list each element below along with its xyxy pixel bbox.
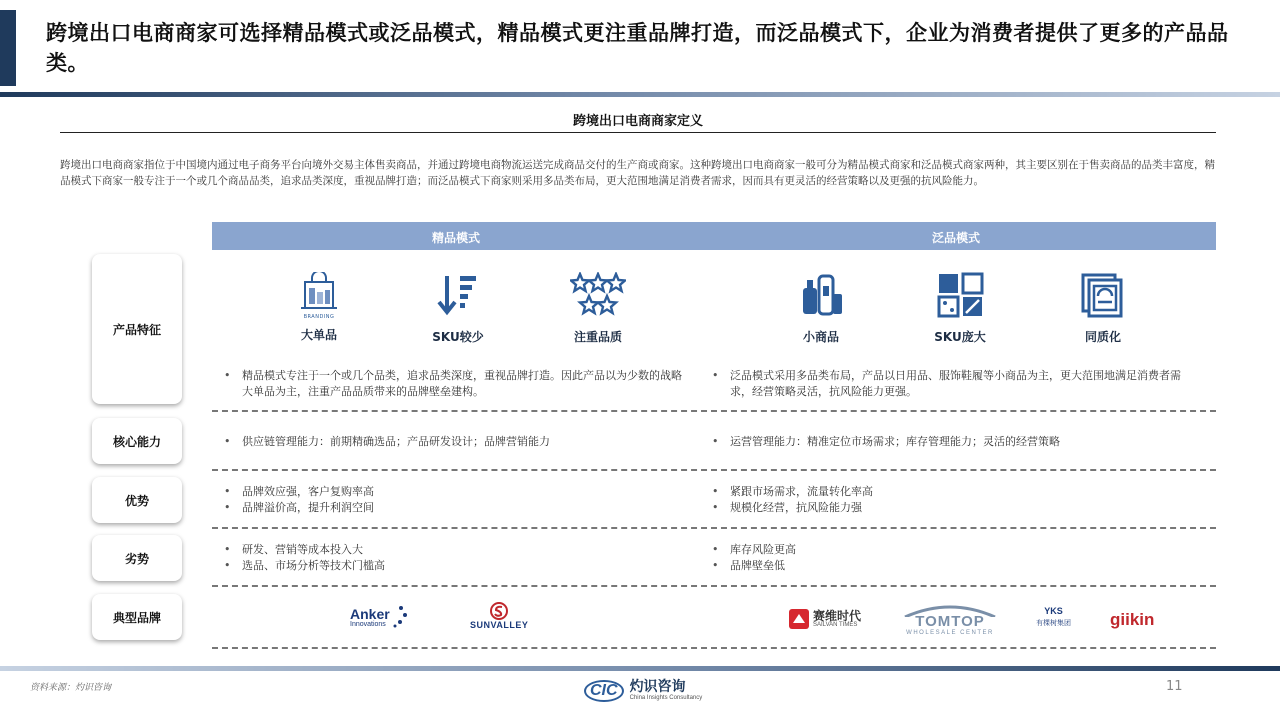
sort-descending-icon	[434, 272, 482, 318]
list-item: • 品牌壁垒低	[712, 559, 785, 572]
grid-blocks-icon	[936, 272, 984, 318]
advantages-general	[712, 484, 1202, 516]
feature-label: SKU庞大	[934, 330, 986, 344]
title-accent-bar	[0, 10, 16, 86]
bullet-icon: •	[224, 435, 231, 448]
list-item: • 研发、营销等成本投入大	[224, 543, 363, 556]
feature-quality	[538, 272, 658, 345]
section-title: 跨境出口电商商家定义	[572, 114, 703, 129]
advantages-boutique	[224, 484, 684, 516]
list-item: • 品牌效应强，客户复购率高	[224, 485, 374, 498]
bullet-icon: •	[712, 559, 719, 572]
section-divider	[60, 132, 1216, 133]
bullet-icon: •	[712, 501, 719, 514]
feature-few-sku	[398, 272, 518, 345]
source-note: 资料来源：灼识咨询	[30, 683, 112, 693]
feature-label: 注重品质	[573, 330, 622, 344]
duplicate-icon	[1079, 272, 1127, 318]
features-text: 泛品模式采用多品类布局，产品以日用品、服饰鞋履等小商品为主，更大范围地满足消费者需求，经营策略灵活，抗风险能力更强。	[730, 369, 1181, 398]
disadvantages-boutique	[224, 542, 684, 574]
shopping-bag-icon	[295, 272, 343, 318]
features-text-boutique	[224, 368, 684, 400]
disadvantages-general	[712, 542, 1202, 574]
list-item: • 库存风险更高	[712, 543, 796, 556]
bullet-icon: •	[224, 501, 231, 514]
core-boutique	[224, 434, 684, 450]
feature-small-goods	[761, 272, 881, 345]
page-title: 跨境出口电商商家可选择精品模式或泛品模式，精品模式更注重品牌打造，而泛品模式下，企业为消费者提供了更多的产品品类。	[46, 21, 1229, 75]
feature-label: 大单品	[300, 328, 337, 342]
feature-homogeneous	[1043, 272, 1163, 345]
stars-icon	[570, 272, 626, 318]
bullet-icon: •	[224, 485, 231, 498]
tomtop-logo: TOMTOP WHOLESALE CENTER	[901, 603, 999, 636]
column-header-general: 泛品模式	[932, 231, 981, 245]
list-item: • 选品、市场分析等技术门槛高	[224, 559, 385, 572]
row-divider	[212, 527, 1216, 529]
column-header-bar	[212, 222, 1216, 250]
list-item: • 紧跟市场需求，流量转化率高	[712, 485, 873, 498]
bullet-icon: •	[712, 435, 719, 448]
cic-logo: CIC 灼识咨询 China Insights Consultancy	[584, 680, 702, 702]
features-text-general	[712, 368, 1202, 400]
sailvan-logo: 赛维时代 SAILVAN TIMES	[788, 608, 861, 630]
branding-caption: BRANDING	[303, 314, 335, 320]
small-goods-icon	[797, 272, 845, 318]
bullet-icon: •	[224, 543, 231, 556]
feature-label: 小商品	[802, 330, 839, 344]
footer-divider	[0, 666, 1280, 671]
list-item: • 规模化经营，抗风险能力强	[712, 501, 862, 514]
feature-label: 同质化	[1084, 330, 1121, 344]
row-divider	[212, 647, 1216, 649]
giikin-logo: giikin	[1110, 610, 1155, 629]
bullet-icon: •	[224, 559, 231, 572]
sunvalley-emblem-icon	[488, 602, 510, 620]
anker-dots-icon	[392, 604, 408, 630]
row-label-disadvantages: 劣势	[92, 535, 182, 581]
row-label-advantages: 优势	[92, 477, 182, 523]
sailvan-emblem-icon	[788, 608, 810, 630]
column-header-boutique: 精品模式	[432, 231, 481, 245]
feature-large-sku	[900, 272, 1020, 345]
page-number: 11	[1166, 679, 1183, 694]
bullet-icon: •	[712, 369, 719, 382]
row-divider	[212, 410, 1216, 412]
feature-label: SKU较少	[432, 330, 484, 344]
features-text: 精品模式专注于一个或几个品类，追求品类深度，重视品牌打造。因此产品以为少数的战略大单品为主，注重产品品质带来的品牌壁垒建构。	[242, 369, 682, 398]
list-item: • 品牌溢价高，提升利润空间	[224, 501, 374, 514]
anker-logo: Anker Innovations	[350, 604, 408, 630]
bullet-icon: •	[224, 369, 231, 382]
header-divider	[0, 92, 1280, 97]
row-divider	[212, 469, 1216, 471]
row-label-brands: 典型品牌	[92, 594, 182, 640]
core-general	[712, 434, 1202, 450]
intro-paragraph: 跨境出口电商商家指位于中国境内通过电子商务平台向境外交易主体售卖商品，并通过跨境电商物流运送完成商品交付的生产商或商家。这种跨境出口电商商家一般可分为精品模式商家和泛品模式商家两种，其主要区别在于售卖商品的品类丰富度，精品模式下商家一般专注于一个或几个商品品类，追求品类深度，重视品牌打造；而泛品模式下商家则采用多品类布局，更大范围地满足消费者需求，因而具有更灵活的经营策略以及更强的抗风险能力。	[60, 159, 1215, 187]
bullet-icon: •	[712, 543, 719, 556]
sunvalley-logo: SUNVALLEY	[470, 602, 528, 630]
yks-logo: YKS 有棵树集团	[1036, 606, 1071, 627]
feature-big-single-product	[259, 272, 379, 343]
core-text: 供应链管理能力：前期精确选品；产品研发设计；品牌营销能力	[242, 435, 550, 448]
row-divider	[212, 585, 1216, 587]
row-label-core: 核心能力	[92, 418, 182, 464]
bullet-icon: •	[712, 485, 719, 498]
row-label-features: 产品特征	[92, 254, 182, 404]
core-text: 运营管理能力：精准定位市场需求；库存管理能力；灵活的经营策略	[730, 435, 1060, 448]
